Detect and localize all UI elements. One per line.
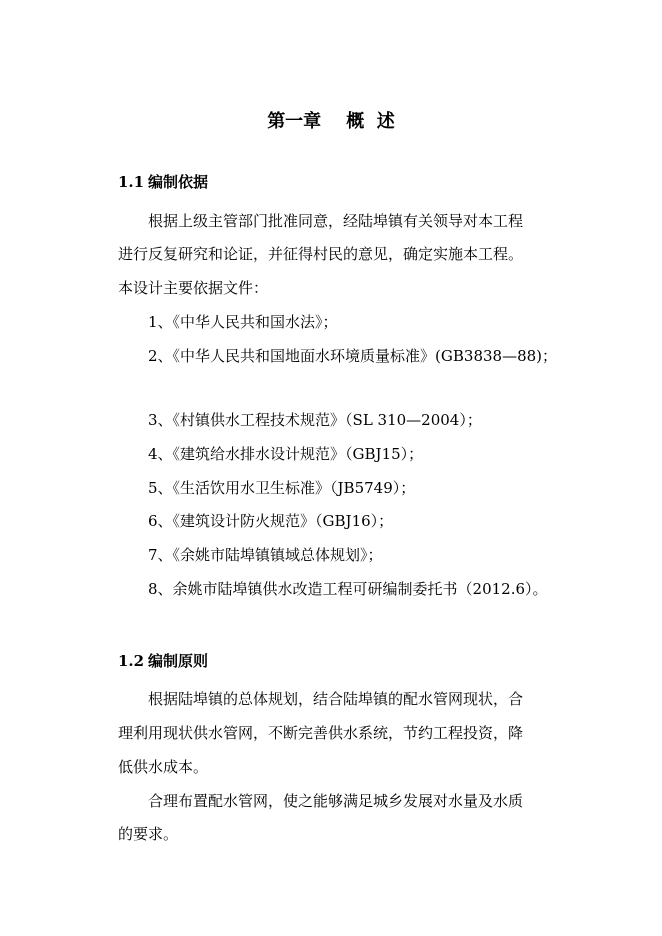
section-heading-1-1: [118, 172, 208, 192]
list-item: 6、《建筑设计防火规范》（GBJ16）；: [148, 512, 394, 530]
paragraph-line: 低供水成本。: [118, 758, 209, 776]
list-item: 4、《建筑给水排水设计规范》（GBJ15）；: [148, 445, 424, 463]
paragraph-line: 理利用现状供水管网，不断完善供水系统，节约工程投资，降: [118, 724, 524, 742]
section-title: 编制依据: [148, 173, 209, 191]
paragraph-line: 根据陆埠镇的总体规划，结合陆埠镇的配水管网现状，合: [148, 690, 524, 708]
section-number: 1.2: [118, 652, 145, 670]
section-number: 1.1: [118, 173, 145, 191]
paragraph-line: 的要求。: [118, 825, 179, 843]
section-title: 编制原则: [148, 652, 209, 670]
list-item: 5、《生活饮用水卫生标准》（JB5749）；: [148, 479, 416, 497]
list-item: 3、《村镇供水工程技术规范》（SL 310—2004）；: [148, 411, 482, 429]
paragraph-line: 本设计主要依据文件：: [118, 279, 269, 297]
list-item: 1、《中华人民共和国水法》；: [148, 313, 338, 331]
paragraph-line: 合理布置配水管网，使之能够满足城乡发展对水量及水质: [148, 792, 524, 810]
list-item: 8、余姚市陆埠镇供水改造工程可研编制委托书（2012.6）。: [148, 580, 548, 598]
list-item: 7、《余姚市陆埠镇镇域总体规划》；: [148, 546, 383, 564]
chapter-title: 第一章 概 述: [267, 111, 395, 132]
paragraph-line: 进行反复研究和论证，并征得村民的意见，确定实施本工程。: [118, 245, 524, 263]
list-item: 2、《中华人民共和国地面水环境质量标准》(GB3838—88)；: [148, 347, 558, 365]
section-heading-1-2: [118, 651, 208, 671]
paragraph-line: 根据上级主管部门批准同意，经陆埠镇有关领导对本工程: [148, 212, 524, 230]
